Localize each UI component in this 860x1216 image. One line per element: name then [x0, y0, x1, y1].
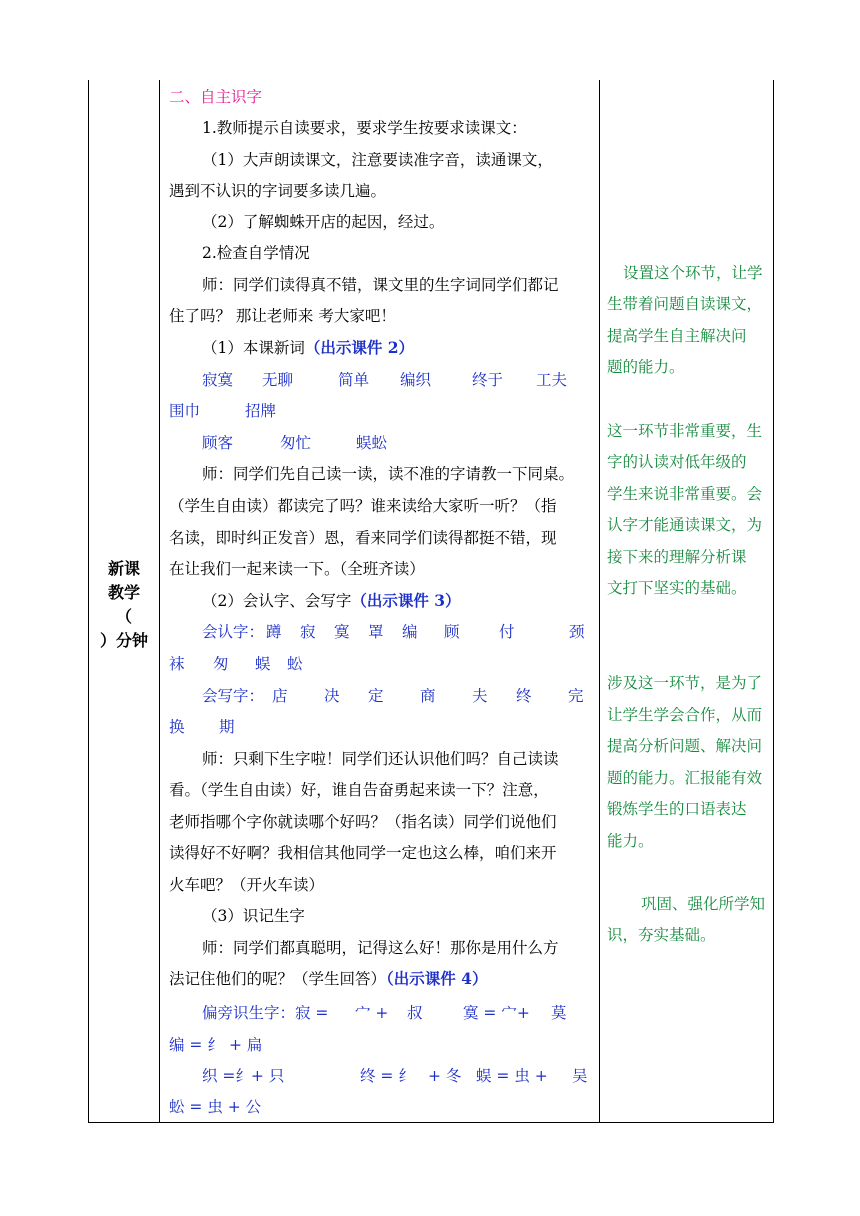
note-line: 锻炼学生的口语表达 — [607, 800, 747, 818]
paragraph: 老师指哪个字你就读哪个好吗？（指名读）同学们说他们 — [169, 813, 557, 831]
note-line: 能力。 — [607, 832, 654, 850]
radical-part: 叔 — [407, 1004, 423, 1022]
paragraph: （1）大声朗读课文，注意要读准字音，读通课文， — [202, 151, 553, 169]
char-label: 会认字： — [202, 623, 265, 641]
vocab-word: 终于 — [472, 371, 504, 389]
char: 编 — [402, 623, 418, 641]
radical-part: 蚣 = 虫 + 公 — [169, 1098, 262, 1116]
note-line: 字的认读对低年级的 — [607, 453, 747, 471]
item-text: （2）会认字、会写字 — [202, 592, 352, 610]
char-row — [202, 684, 584, 708]
note-line: 巩固、强化所学知 — [641, 895, 766, 913]
note-line: 学生来说非常重要。会 — [607, 485, 763, 503]
char: 完 — [568, 687, 584, 705]
paragraph: （学生自由读）都读完了吗？谁来读给大家听一听？（指 — [169, 497, 557, 515]
char: 蜈 — [255, 655, 271, 673]
vocab-word: 围巾 — [169, 402, 201, 420]
radical-part: 莫 — [551, 1004, 567, 1022]
char: 付 — [499, 623, 515, 641]
char: 决 — [324, 687, 340, 705]
paragraph — [202, 589, 461, 613]
radical-part: 寞 = 宀+ — [463, 1004, 530, 1022]
char: 顾 — [444, 623, 460, 641]
note-line: 接下来的理解分析课 — [607, 548, 747, 566]
note-line: 设置这个环节，让学 — [623, 264, 763, 282]
paragraph: 火车吧？（开火车读） — [169, 876, 325, 894]
note-line: 提高学生自主解决问 — [607, 327, 747, 345]
radical-part: 编 = 纟 — [169, 1036, 223, 1054]
vocab-word: 寂寞 — [202, 371, 234, 389]
radical-part: 终 = 纟 — [360, 1067, 414, 1085]
radical-part: 织 =纟+ 只 — [202, 1067, 285, 1085]
char-row — [202, 620, 585, 644]
column-divider — [599, 80, 600, 1122]
item-text: 法记住他们的呢？（学生回答） — [169, 970, 387, 988]
row-label-line: （ — [115, 607, 132, 626]
paragraph: 师：只剩下生字啦！同学们还认识他们吗？自己读读 — [202, 750, 559, 768]
courseware-ref: （出示课件 4） — [386, 969, 488, 988]
note-line: 识，夯实基础。 — [607, 926, 716, 944]
paragraph: 遇到不认识的字词要多读几遍。 — [169, 182, 387, 200]
note-line: 认字才能通读课文，为 — [607, 516, 763, 534]
note-line: 这一环节非常重要，生 — [607, 422, 763, 440]
paragraph: 1.教师提示自读要求，要求学生按要求读课文： — [202, 119, 527, 137]
radical-row — [202, 1001, 567, 1025]
radical-row — [169, 1033, 262, 1057]
radical-part: 宀 + — [355, 1004, 389, 1022]
lesson-table — [88, 80, 774, 1123]
paragraph: 在让我们一起来读一下。（全班齐读） — [169, 560, 425, 578]
row-label — [89, 557, 159, 653]
vocab-word: 顾客 — [202, 434, 234, 452]
paragraph: 住了吗？ 那让老师来 考大家吧！ — [169, 307, 396, 325]
row-label-line: 教学 — [107, 583, 140, 602]
paragraph: 师：同学们都真聪明，记得这么好！那你是用什么方 — [202, 939, 559, 957]
paragraph — [169, 967, 487, 991]
word-row — [202, 431, 387, 455]
char: 店 — [272, 687, 288, 705]
char: 定 — [368, 687, 384, 705]
paragraph: 师：同学们先自己读一读，读不准的字请教一下同桌。 — [202, 465, 575, 483]
vocab-word: 招牌 — [245, 402, 277, 420]
paragraph: 师：同学们读得真不错，课文里的生字词同学们都记 — [202, 276, 559, 294]
char: 匆 — [213, 655, 229, 673]
radical-part: 偏旁识生字：寂 = — [202, 1004, 329, 1022]
vocab-word: 编织 — [400, 371, 432, 389]
note-line: 题的能力。汇报能有效 — [607, 769, 763, 787]
vocab-word: 蜈蚣 — [356, 434, 388, 452]
paragraph: 2.检查自学情况 — [202, 244, 310, 262]
char: 罩 — [368, 623, 384, 641]
char: 蹲 — [266, 623, 282, 641]
radical-part: + 冬 — [428, 1067, 462, 1085]
row-label-line: 新课 — [107, 559, 140, 578]
vocab-word: 匆忙 — [280, 434, 312, 452]
vocab-word: 无聊 — [262, 371, 294, 389]
section-heading: 二、自主识字 — [169, 88, 263, 106]
column-divider — [159, 80, 160, 1122]
note-line: 题的能力。 — [607, 358, 685, 376]
char: 寂 — [300, 623, 316, 641]
radical-row — [202, 1064, 588, 1088]
char: 寞 — [334, 623, 350, 641]
char: 颈 — [569, 623, 585, 641]
word-row — [169, 399, 276, 423]
char: 终 — [516, 687, 532, 705]
char: 蚣 — [287, 655, 303, 673]
char-row — [169, 715, 235, 739]
char: 期 — [219, 718, 235, 736]
courseware-ref: （出示课件 3） — [351, 591, 461, 610]
vocab-word: 工夫 — [536, 371, 568, 389]
char-label: 会写字： — [202, 687, 265, 705]
radical-row — [169, 1095, 261, 1119]
paragraph: 读得好不好啊？我相信其他同学一定也这么棒，咱们来开 — [169, 844, 557, 862]
radical-part: + 扁 — [229, 1036, 263, 1054]
radical-part: 蜈 = 虫 + — [476, 1067, 548, 1085]
row-label-line: ）分钟 — [99, 631, 148, 650]
char: 袜 — [169, 655, 185, 673]
char: 夫 — [472, 687, 488, 705]
paragraph: 看。（学生自由读）好，谁自告奋勇起来读一下？注意， — [169, 781, 549, 799]
word-row — [202, 368, 567, 392]
note-line: 让学生学会合作，从而 — [607, 706, 763, 724]
note-line: 涉及这一环节，是为了 — [607, 674, 763, 692]
radical-part: 吴 — [572, 1067, 588, 1085]
note-line: 生带着问题自读课文， — [607, 295, 763, 313]
char-row — [169, 652, 303, 676]
paragraph — [202, 336, 414, 360]
vocab-word: 简单 — [338, 371, 370, 389]
note-line: 文打下坚实的基础。 — [607, 579, 747, 597]
paragraph: （3）识记生字 — [202, 907, 305, 925]
char: 商 — [420, 687, 436, 705]
note-line: 提高分析问题、解决问 — [607, 737, 763, 755]
courseware-ref: （出示课件 2） — [304, 338, 415, 357]
paragraph: 名读，即时纠正发音）恩，看来同学们读得都挺不错，现 — [169, 529, 557, 547]
paragraph: （2）了解蜘蛛开店的起因，经过。 — [202, 213, 445, 231]
item-text: （1）本课新词 — [202, 339, 305, 357]
char: 换 — [169, 718, 185, 736]
